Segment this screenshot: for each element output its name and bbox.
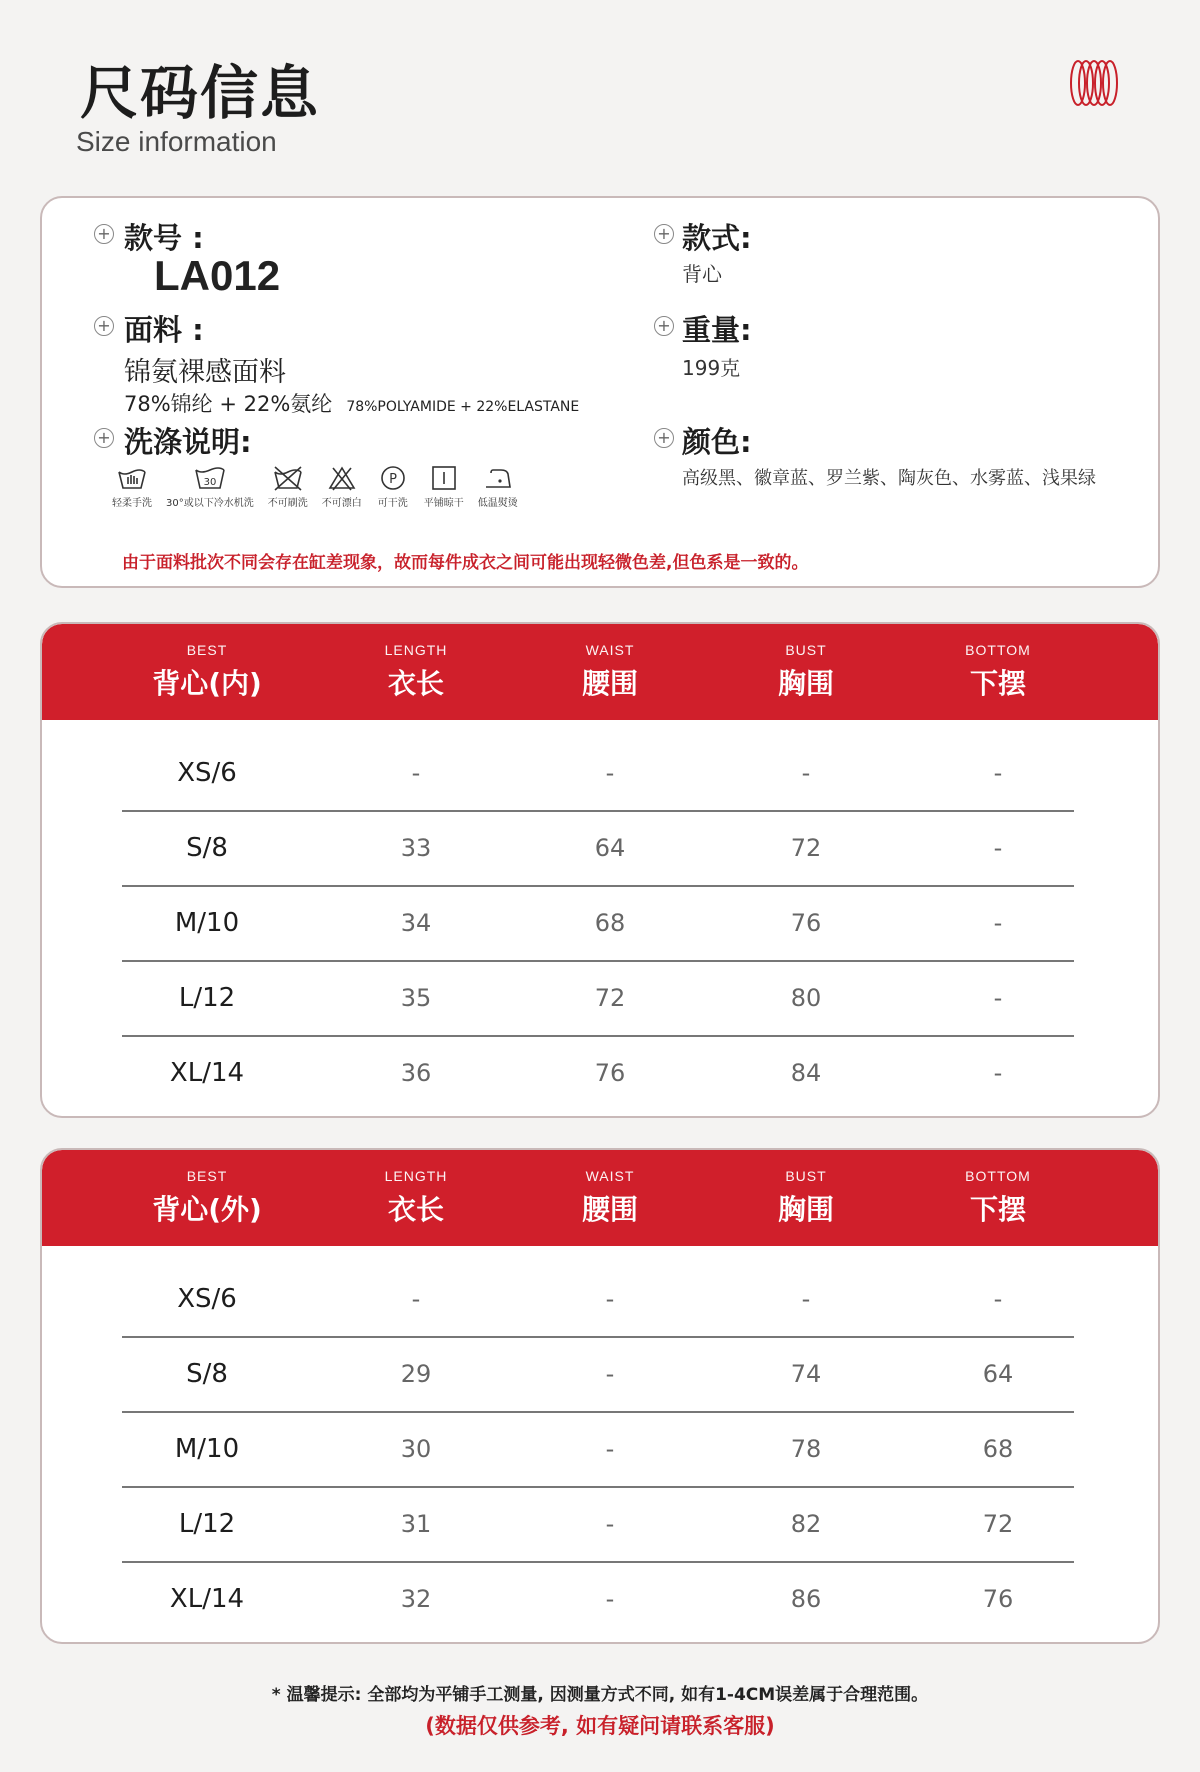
table-row — [42, 811, 1158, 886]
value-cell: 84 — [790, 1059, 822, 1087]
value-cell: 64 — [594, 834, 626, 862]
care-instructions — [112, 464, 532, 509]
care-item: P 可干洗 — [376, 464, 410, 509]
value-cell: - — [993, 834, 1003, 862]
value-cell: - — [993, 759, 1003, 787]
value-cell: - — [801, 759, 811, 787]
size-table-outer — [40, 1148, 1160, 1644]
size-cell: M/10 — [174, 908, 240, 938]
fabric-comp-en: 78%POLYAMIDE + 22%ELASTANE — [346, 399, 580, 415]
table-row — [42, 1412, 1158, 1487]
header-col-bottom: BOTTOM 下摆 — [965, 642, 1031, 700]
value-cell: 35 — [400, 984, 432, 1012]
care-item: 不可漂白 — [322, 464, 362, 509]
size-cell: XL/14 — [169, 1584, 245, 1614]
table-row — [42, 886, 1158, 961]
value-cell: - — [605, 1510, 615, 1538]
care-item: 30 30°或以下冷水机洗 — [166, 464, 254, 509]
value-cell: - — [993, 1059, 1003, 1087]
size-cell: M/10 — [174, 1434, 240, 1464]
table-row — [42, 1487, 1158, 1562]
value-cell: - — [605, 1360, 615, 1388]
size-cell: S/8 — [186, 1359, 228, 1389]
value-cell: - — [993, 1285, 1003, 1313]
value-cell: 86 — [790, 1585, 822, 1613]
plus-circle-icon: + — [654, 316, 674, 336]
svg-text:P: P — [388, 472, 397, 487]
flat-dry-icon — [427, 464, 461, 492]
value-cell: 68 — [982, 1435, 1014, 1463]
size-cell: XL/14 — [169, 1058, 245, 1088]
care-item: 轻柔手洗 — [112, 464, 152, 509]
size-cell: L/12 — [178, 983, 236, 1013]
fabric-comp-cn: 78%锦纶 + 22%氨纶 — [124, 392, 333, 416]
hand-wash-icon — [115, 464, 149, 492]
header-col-bust: BUST 胸围 — [777, 1168, 834, 1226]
value-cell: - — [411, 759, 421, 787]
value-cell: 68 — [594, 909, 626, 937]
plus-circle-icon: + — [654, 428, 674, 448]
style-label: 款式: — [682, 221, 752, 255]
value-cell: 34 — [400, 909, 432, 937]
value-cell: - — [993, 984, 1003, 1012]
style-no-label: 款号 : — [124, 221, 204, 255]
size-table-inner — [40, 622, 1160, 1118]
page-subtitle: Size information — [76, 126, 277, 157]
header-col-length: LENGTH 衣长 — [384, 1168, 448, 1226]
svg-text:30: 30 — [203, 477, 217, 488]
header-col-size: BEST 背心(内) — [152, 642, 262, 700]
measurement-tip: * 温馨提示: 全部均为平铺手工测量, 因测量方式不同, 如有1-4CM误差属于合理范围。 — [271, 1685, 929, 1705]
header-col-bottom: BOTTOM 下摆 — [965, 1168, 1031, 1226]
plus-circle-icon: + — [94, 428, 114, 448]
care-item: 平铺晾干 — [424, 464, 464, 509]
care-label: 洗涤说明: — [124, 425, 252, 459]
value-cell: - — [993, 909, 1003, 937]
header-col-waist: WAIST 腰围 — [581, 1168, 638, 1226]
value-cell: - — [411, 1285, 421, 1313]
style-value: 背心 — [682, 262, 722, 286]
table-row — [42, 961, 1158, 1036]
header-col-waist: WAIST 腰围 — [581, 642, 638, 700]
machine-wash-30-icon — [193, 464, 227, 492]
plus-circle-icon: + — [94, 316, 114, 336]
plus-circle-icon: + — [94, 224, 114, 244]
low-iron-icon — [481, 464, 515, 492]
plus-circle-icon: + — [654, 224, 674, 244]
table-header — [42, 624, 1158, 720]
value-cell: 76 — [594, 1059, 626, 1087]
value-cell: 72 — [790, 834, 822, 862]
fabric-composition — [124, 388, 579, 418]
value-cell: 76 — [790, 909, 822, 937]
value-cell: 80 — [790, 984, 822, 1012]
header-col-length: LENGTH 衣长 — [384, 642, 448, 700]
page-title: 尺码信息 — [80, 59, 321, 127]
value-cell: 29 — [400, 1360, 432, 1388]
table-row — [42, 1036, 1158, 1111]
table-row — [42, 1562, 1158, 1637]
size-cell: XS/6 — [177, 1284, 237, 1314]
care-item: 低温熨烫 — [478, 464, 518, 509]
value-cell: 33 — [400, 834, 432, 862]
no-bleach-icon — [325, 464, 359, 492]
table-row — [42, 1337, 1158, 1412]
table-header — [42, 1150, 1158, 1246]
fabric-name: 锦氨裸感面料 — [124, 357, 286, 388]
header-col-bust: BUST 胸围 — [777, 642, 834, 700]
value-cell: - — [605, 1285, 615, 1313]
value-cell: 82 — [790, 1510, 822, 1538]
dry-clean-p-icon — [376, 464, 410, 492]
value-cell: - — [605, 1585, 615, 1613]
value-cell: 31 — [400, 1510, 432, 1538]
reference-note: (数据仅供参考, 如有疑问请联系客服) — [425, 1714, 775, 1738]
value-cell: 30 — [400, 1435, 432, 1463]
value-cell: 36 — [400, 1059, 432, 1087]
fabric-label: 面料 : — [124, 313, 204, 347]
size-cell: L/12 — [178, 1509, 236, 1539]
value-cell: 74 — [790, 1360, 822, 1388]
coil-logo-icon — [1068, 58, 1122, 108]
no-tumble-dry-icon — [271, 464, 305, 492]
value-cell: 32 — [400, 1585, 432, 1613]
value-cell: - — [801, 1285, 811, 1313]
value-cell: 76 — [982, 1585, 1014, 1613]
value-cell: 78 — [790, 1435, 822, 1463]
size-cell: S/8 — [186, 833, 228, 863]
table-row — [42, 1262, 1158, 1337]
value-cell: 64 — [982, 1360, 1014, 1388]
value-cell: 72 — [594, 984, 626, 1012]
value-cell: - — [605, 759, 615, 787]
care-item: 不可刷洗 — [268, 464, 308, 509]
value-cell: 72 — [982, 1510, 1014, 1538]
product-info-card — [40, 196, 1160, 588]
weight-label: 重量: — [682, 313, 752, 347]
table-row — [42, 736, 1158, 811]
color-label: 颜色: — [682, 425, 752, 459]
size-cell: XS/6 — [177, 758, 237, 788]
weight-value: 199克 — [682, 356, 741, 380]
value-cell: - — [605, 1435, 615, 1463]
header-col-size: BEST 背心(外) — [152, 1168, 262, 1226]
style-no-value: LA012 — [154, 252, 281, 299]
color-variance-notice: 由于面料批次不同会存在缸差现象，故而每件成衣之间可能出现轻微色差,但色系是一致的。 — [122, 553, 809, 573]
color-value: 高级黑、徽章蓝、罗兰紫、陶灰色、水雾蓝、浅果绿 — [682, 468, 1096, 489]
